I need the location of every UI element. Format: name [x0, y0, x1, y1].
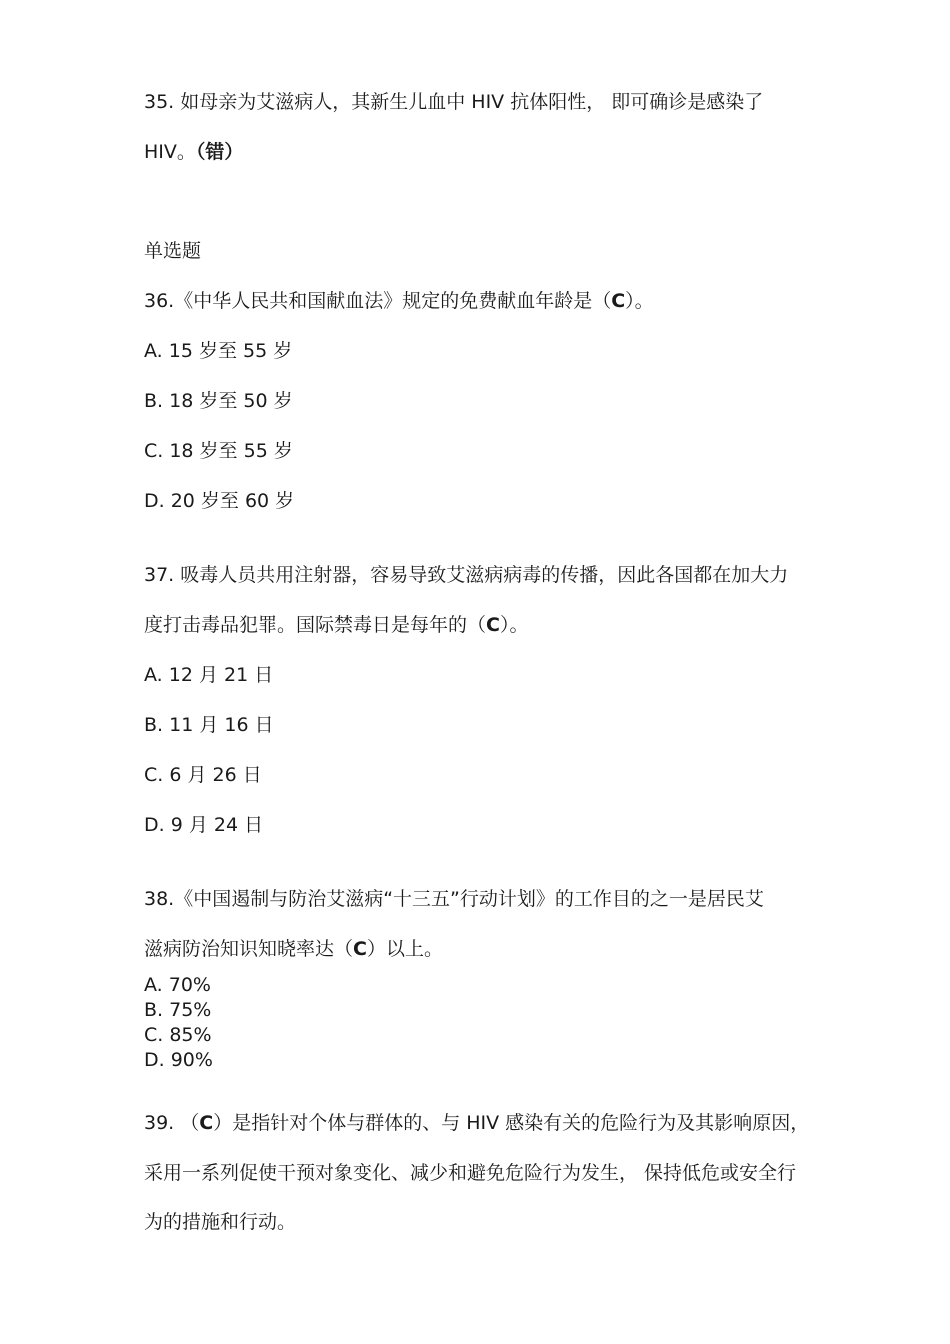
q39-line-2: 采用一系列促使干预对象变化、减少和避免危险行为发生， 保持低危或安全行	[144, 1162, 797, 1184]
q35-line-2	[144, 140, 243, 164]
q37-line-2	[144, 613, 528, 637]
q37-line-1: 37. 吸毒人员共用注射器，容易导致艾滋病病毒的传播，因此各国都在加大力	[144, 564, 789, 586]
q39-answer: C	[199, 1112, 214, 1134]
q36-option-a: A. 15 岁至 55 岁	[144, 340, 293, 362]
q39-text-after: ）是指针对个体与群体的、与 HIV 感染有关的危险行为及其影响原因，	[213, 1112, 810, 1134]
q37-text-after: ）。	[499, 614, 529, 636]
q38-line-1: 38.《中国遏制与防治艾滋病“十三五”行动计划》的工作目的之一是居民艾	[144, 888, 764, 910]
q39-line-1	[144, 1111, 809, 1135]
q38-option-b: B. 75%	[144, 999, 212, 1021]
q38-text-after: ）以上。	[366, 938, 443, 960]
q37-answer: C	[486, 614, 500, 636]
q37-option-a: A. 12 月 21 日	[144, 664, 274, 686]
q35-line-2-text: HIV。	[144, 141, 196, 163]
q38-option-d: D. 90%	[144, 1049, 213, 1071]
section-heading: 单选题	[144, 240, 202, 262]
q36-question	[144, 289, 654, 313]
q39-line-3: 为的措施和行动。	[144, 1211, 297, 1233]
q38-text-before: 滋病防治知识知晓率达（	[144, 938, 354, 960]
q38-option-c: C. 85%	[144, 1024, 212, 1046]
q38-answer: C	[353, 938, 367, 960]
q39-text-before: 39. （	[144, 1112, 200, 1134]
q35-line-1: 35. 如母亲为艾滋病人，其新生儿血中 HIV 抗体阳性， 即可确诊是感染了	[144, 91, 764, 113]
q36-answer: C	[611, 290, 626, 312]
q36-option-b: B. 18 岁至 50 岁	[144, 390, 293, 412]
q36-text-before: 36.《中华人民共和国献血法》规定的免费献血年龄是（	[144, 290, 612, 312]
q35-verdict: （错）	[195, 141, 244, 163]
q38-option-a: A. 70%	[144, 974, 211, 996]
q37-text-before: 度打击毒品犯罪。国际禁毒日是每年的（	[144, 614, 487, 636]
q37-option-b: B. 11 月 16 日	[144, 714, 274, 736]
q36-option-d: D. 20 岁至 60 岁	[144, 490, 295, 512]
q37-option-d: D. 9 月 24 日	[144, 814, 264, 836]
q37-option-c: C. 6 月 26 日	[144, 764, 262, 786]
q36-option-c: C. 18 岁至 55 岁	[144, 440, 293, 462]
q36-text-after: ）。	[625, 290, 654, 312]
q38-line-2	[144, 937, 443, 961]
